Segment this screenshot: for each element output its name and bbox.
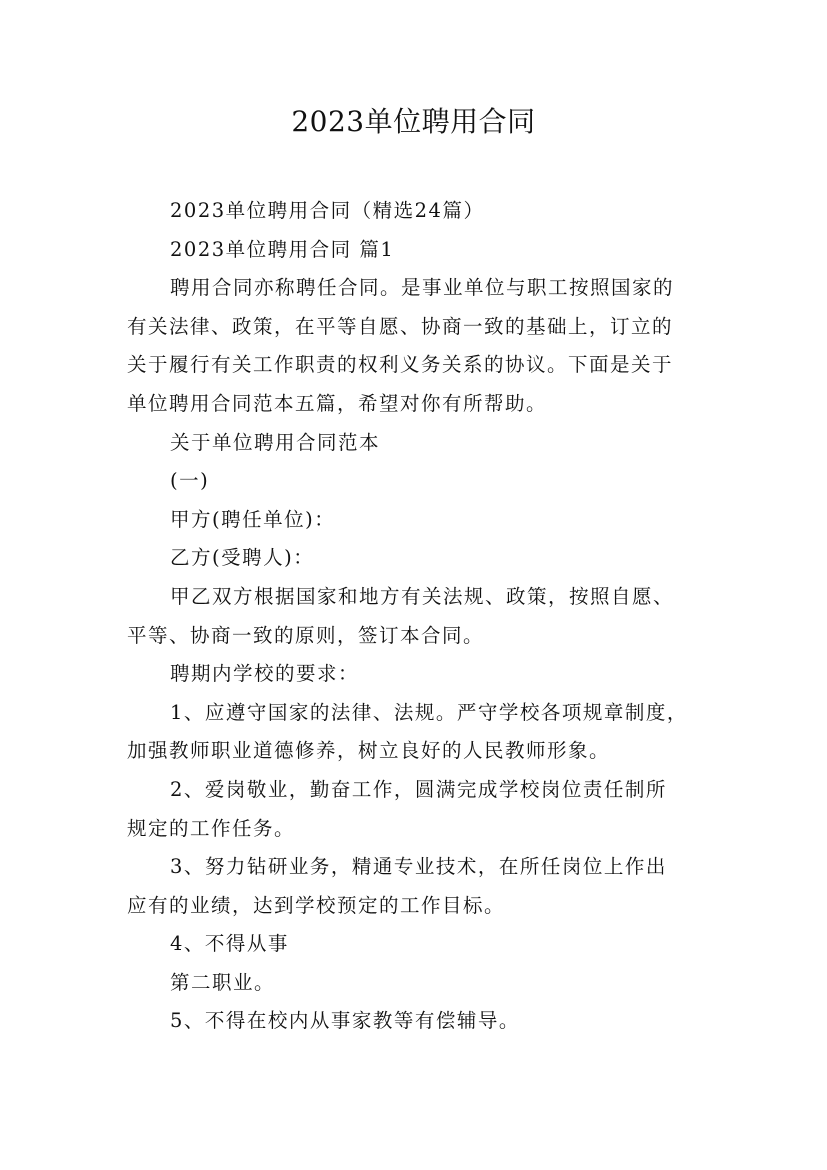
paragraph-line: (一) [170,469,210,493]
paragraph-line: 甲方(聘任单位)： [170,507,336,531]
paragraph-line: 5、不得在校内从事家教等有偿辅导。 [170,1009,520,1033]
paragraph-line: 乙方(受聘人)： [170,546,315,570]
paragraph-line: 3、努力钻研业务，精通专业技术，在所任岗位上作出 [170,855,667,879]
paragraph-line: 4、不得从事 [170,932,289,956]
document-title: 2023单位聘用合同 [291,105,536,138]
paragraph-line: 应有的业绩，达到学校预定的工作目标。 [127,893,506,917]
paragraph-line: 关于单位聘用合同范本 [170,430,381,454]
paragraph-line: 有关法律、政策，在平等自愿、协商一致的基础上，订立的 [127,314,674,338]
paragraph-line: 第二职业。 [170,970,276,994]
paragraph-line: 2、爱岗敬业，勤奋工作，圆满完成学校岗位责任制所 [170,777,667,801]
paragraph-line: 1、应遵守国家的法律、法规。严守学校各项规章制度， [170,700,688,724]
paragraph-line: 加强教师职业道德修养，树立良好的人民教师形象。 [127,739,611,763]
paragraph-line: 2023单位聘用合同 篇1 [170,237,395,261]
paragraph-line: 聘期内学校的要求： [170,662,360,686]
paragraph-line: 甲乙双方根据国家和地方有关法规、政策，按照自愿、 [170,584,675,608]
paragraph-line: 关于履行有关工作职责的权利义务关系的协议。下面是关于 [127,353,674,377]
paragraph-line: 平等、协商一致的原则，签订本合同。 [127,623,485,647]
document-body [127,192,727,1041]
paragraph-line: 聘用合同亦称聘任合同。是事业单位与职工按照国家的 [170,276,675,300]
paragraph-line: 2023单位聘用合同（精选24篇） [170,199,485,222]
paragraph-line: 规定的工作任务。 [127,816,296,840]
paragraph-line: 单位聘用合同范本五篇，希望对你有所帮助。 [127,391,548,415]
